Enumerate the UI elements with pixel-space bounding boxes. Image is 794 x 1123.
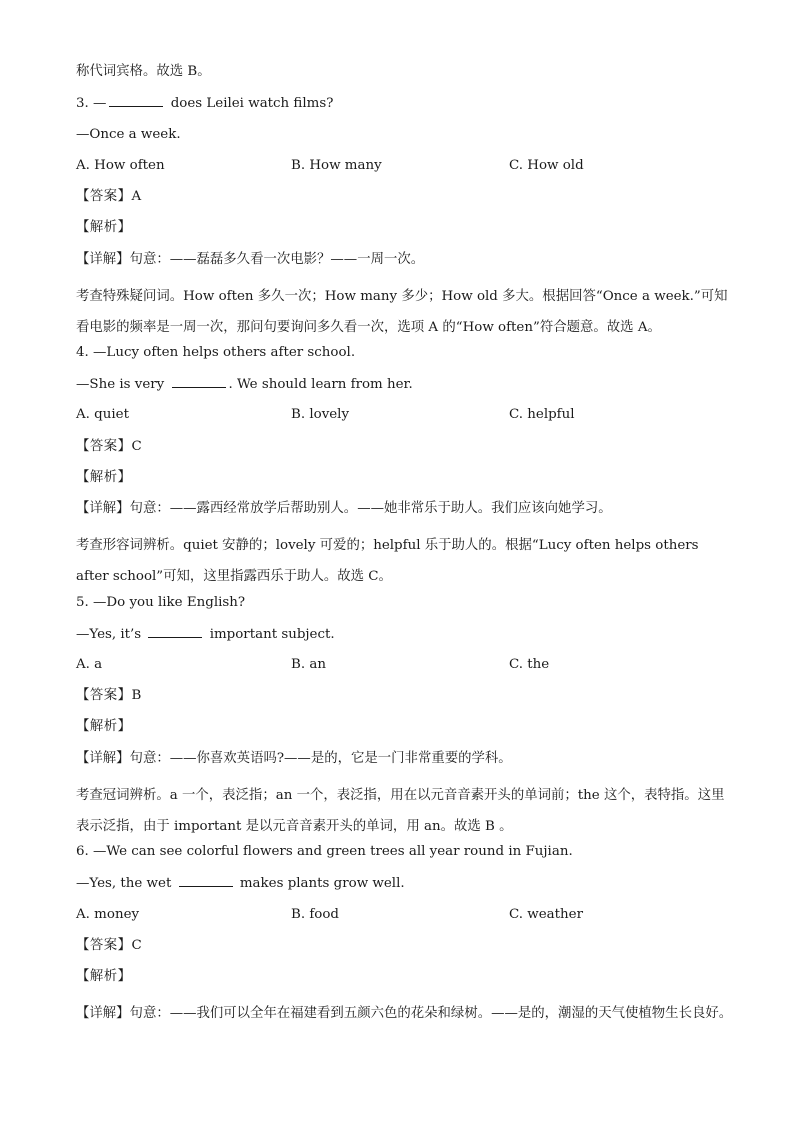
question-text: important subject. (205, 627, 335, 642)
analysis-heading: 【解析】 (76, 220, 132, 235)
answer-blank (172, 374, 226, 388)
option-c: C. helpful (509, 407, 575, 422)
option-a: A. money (76, 907, 140, 922)
question-text: makes plants grow well. (235, 876, 405, 891)
question-3-reply: —Once a week. (76, 127, 181, 142)
detail-line: 【详解】句意：——我们可以全年在福建看到五颜六色的花朵和绿树。——是的，潮湿的天气使植物生长良好。 (76, 1006, 733, 1021)
option-c: C. How old (509, 158, 584, 173)
answer-key: 【答案】C (76, 938, 143, 953)
question-5: 5. —Do you like English? (76, 595, 246, 610)
question-text: —Yes, it’s (76, 627, 146, 642)
option-a: A. How often (76, 158, 165, 173)
answer-key: 【答案】C (76, 439, 143, 454)
option-c: C. the (509, 657, 550, 672)
explanation: 考查特殊疑问词。How often 多久一次；How many 多少；How old 多大。根据回答“Once a week.”可知看电影的频率是一周一次，那问句要询问多久看一次，选项 A 的“How often”符合题意。故选 A。 (76, 289, 728, 335)
option-b: B. an (291, 657, 326, 672)
detail-line: 【详解】句意：——露西经常放学后帮助别人。——她非常乐于助人。我们应该向她学习。 (76, 501, 612, 516)
detail-line: 【详解】句意：——你喜欢英语吗?——是的，它是一门非常重要的学科。 (76, 751, 512, 766)
question-text: —Yes, the wet (76, 876, 176, 891)
option-b: B. lovely (291, 407, 350, 422)
question-6: 6. —We can see colorful flowers and green trees all year round in Fujian. (76, 844, 573, 859)
text-line: 称代词宾格。故选 B。 (76, 64, 211, 79)
analysis-heading: 【解析】 (76, 719, 132, 734)
question-number: 3. — (76, 96, 107, 111)
option-b: B. How many (291, 158, 382, 173)
explanation: 考查形容词辨析。quiet 安静的；lovely 可爱的；helpful 乐于助人的。根据“Lucy often helps others after school”可知，这里指露西乐于助人。故选 C。 (76, 538, 699, 584)
question-4: 4. —Lucy often helps others after school. (76, 345, 356, 360)
question-text: —She is very (76, 377, 169, 392)
question-text: does Leilei watch films? (166, 96, 334, 111)
option-b: B. food (291, 907, 340, 922)
option-a: A. quiet (76, 407, 129, 422)
question-5-reply (76, 624, 734, 645)
answer-key: 【答案】A (76, 189, 142, 204)
answer-key: 【答案】B (76, 688, 142, 703)
explanation: 考查冠词辨析。a 一个，表泛指；an 一个，表泛指，用在以元音音素开头的单词前；the 这个，表特指。这里表示泛指，由于 important 是以元音音素开头的单词，用 an。故选 B 。 (76, 788, 725, 834)
option-c: C. weather (509, 907, 583, 922)
question-text: . We should learn from her. (228, 377, 413, 392)
question-4-reply (76, 374, 734, 395)
question-3 (76, 93, 734, 114)
question-6-reply (76, 873, 734, 894)
detail-line: 【详解】句意：——磊磊多久看一次电影？——一周一次。 (76, 252, 425, 267)
analysis-heading: 【解析】 (76, 969, 132, 984)
answer-blank (148, 624, 202, 638)
option-a: A. a (76, 657, 103, 672)
analysis-heading: 【解析】 (76, 470, 132, 485)
answer-blank (179, 873, 233, 887)
answer-blank (109, 93, 163, 107)
